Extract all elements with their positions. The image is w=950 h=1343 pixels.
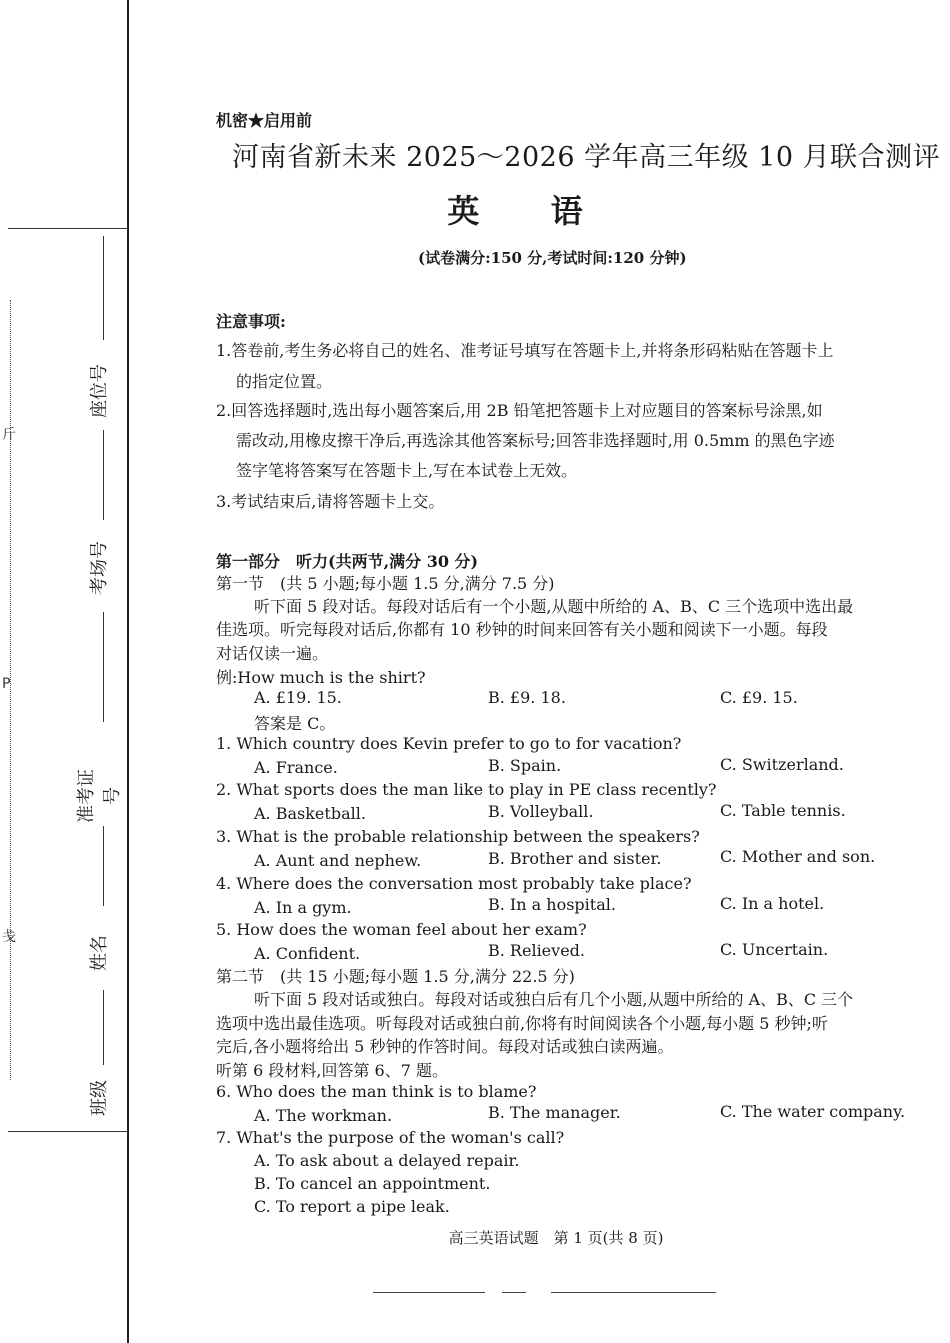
note-1: 1.答卷前,考生务必将自己的姓名、准考证号填写在答题卡上,并将条形码粘贴在答题卡上 — [216, 341, 834, 360]
q7-option-c: C. To report a pipe leak. — [254, 1197, 450, 1216]
note-2-cont-1: 需改动,用橡皮擦干净后,再选涂其他答案标号;回答非选择题时,用 0.5mm 的黑色字迹 — [236, 431, 835, 450]
question-3: 3. What is the probable relationship between the speakers? — [216, 827, 700, 846]
section1-heading: 第一节 (共 5 小题;每小题 1.5 分,满分 7.5 分) — [216, 574, 555, 593]
bottom-rule-1 — [373, 1292, 485, 1293]
q5-option-b: B. Relieved. — [488, 941, 585, 960]
q1-option-a: A. France. — [254, 758, 338, 777]
question-2: 2. What sports does the man like to play in PE class recently? — [216, 780, 717, 799]
cut-mark-2: P — [2, 676, 11, 692]
bottom-rule-3 — [551, 1292, 716, 1293]
admission-number-label: 准考证号 — [76, 769, 123, 823]
class-label: 班级 — [89, 1080, 110, 1116]
q5-option-a: A. Confident. — [254, 944, 361, 963]
section2-instructions-1: 听下面 5 段对话或独白。每段对话或独白后有几个小题,从题中所给的 A、B、C 三个 — [254, 990, 854, 1009]
q2-option-b: B. Volleyball. — [488, 802, 594, 821]
exam-room-label: 考场号 — [89, 541, 110, 595]
section1-instructions-1: 听下面 5 段对话。每段对话后有一个小题,从题中所给的 A、B、C 三个选项中选出最 — [254, 597, 854, 616]
q3-option-a: A. Aunt and nephew. — [254, 851, 422, 870]
cut-mark-1: 斤 — [2, 427, 16, 443]
example-option-c: C. £9. 15. — [720, 688, 798, 707]
id-fill-line — [103, 612, 104, 722]
q4-option-a: A. In a gym. — [254, 898, 352, 917]
class-fill-line — [103, 990, 104, 1065]
binding-bottom-rule — [8, 1131, 127, 1132]
exam-info: (试卷满分:150 分,考试时间:120 分钟) — [418, 249, 687, 267]
q2-option-a: A. Basketball. — [254, 804, 366, 823]
q7-option-b: B. To cancel an appointment. — [254, 1174, 491, 1193]
example-question: 例:How much is the shirt? — [216, 668, 426, 687]
question-1: 1. Which country does Kevin prefer to go to for vacation? — [216, 734, 682, 753]
q4-option-c: C. In a hotel. — [720, 894, 825, 913]
note-2-cont-2: 签字笔将答案写在答题卡上,写在本试卷上无效。 — [236, 461, 578, 480]
q1-option-c: C. Switzerland. — [720, 755, 844, 774]
seat-fill-line — [103, 236, 104, 340]
q6-option-a: A. The workman. — [254, 1106, 393, 1125]
q1-option-b: B. Spain. — [488, 756, 562, 775]
example-answer: 答案是 C。 — [254, 714, 336, 733]
section1-instructions-2: 佳选项。听完每段对话后,你都有 10 秒钟的时间来回答有关小题和阅读下一小题。每段 — [216, 620, 828, 639]
section1-instructions-3: 对话仅读一遍。 — [216, 644, 329, 663]
section2-instructions-3: 完后,各小题将给出 5 秒钟的作答时间。每段对话或独白读两遍。 — [216, 1037, 674, 1056]
room-fill-line — [103, 430, 104, 520]
q3-option-c: C. Mother and son. — [720, 847, 876, 866]
question-7: 7. What's the purpose of the woman's call? — [216, 1128, 565, 1147]
notes-heading: 注意事项: — [216, 312, 286, 331]
exam-title: 河南省新未来 2025～2026 学年高三年级 10 月联合测评 — [232, 142, 941, 173]
q2-option-c: C. Table tennis. — [720, 801, 846, 820]
q3-option-b: B. Brother and sister. — [488, 849, 662, 868]
seat-number-label: 座位号 — [89, 364, 110, 418]
subject-title: 英 语 — [447, 192, 613, 230]
section2-instructions-2: 选项中选出最佳选项。听每段对话或独白前,你将有时间阅读各个小题,每小题 5 秒钟;听 — [216, 1014, 828, 1033]
example-option-a: A. £19. 15. — [254, 688, 342, 707]
name-label: 姓名 — [89, 935, 110, 971]
question-4: 4. Where does the conversation most probably take place? — [216, 874, 692, 893]
q6-option-c: C. The water company. — [720, 1102, 906, 1121]
question-5: 5. How does the woman feel about her exam? — [216, 920, 587, 939]
bottom-rule-2 — [502, 1292, 526, 1293]
q4-option-b: B. In a hospital. — [488, 895, 616, 914]
q5-option-c: C. Uncertain. — [720, 940, 829, 959]
example-option-b: B. £9. 18. — [488, 688, 566, 707]
section2-heading: 第二节 (共 15 小题;每小题 1.5 分,满分 22.5 分) — [216, 967, 575, 986]
name-fill-line — [103, 826, 104, 906]
q6-option-b: B. The manager. — [488, 1103, 621, 1122]
note-1-cont: 的指定位置。 — [236, 372, 333, 391]
confidential-mark: 机密★启用前 — [216, 111, 313, 130]
cut-mark-3: 戋 — [2, 929, 16, 945]
note-2: 2.回答选择题时,选出每小题答案后,用 2B 铅笔把答题卡上对应题目的答案标号涂黑,如 — [216, 401, 823, 420]
question-6: 6. Who does the man think is to blame? — [216, 1082, 537, 1101]
material-6-note: 听第 6 段材料,回答第 6、7 题。 — [216, 1061, 448, 1080]
note-3: 3.考试结束后,请将答题卡上交。 — [216, 492, 445, 511]
part1-heading: 第一部分 听力(共两节,满分 30 分) — [216, 552, 479, 571]
page-footer: 高三英语试题 第 1 页(共 8 页) — [448, 1229, 664, 1247]
q7-option-a: A. To ask about a delayed repair. — [254, 1151, 520, 1170]
